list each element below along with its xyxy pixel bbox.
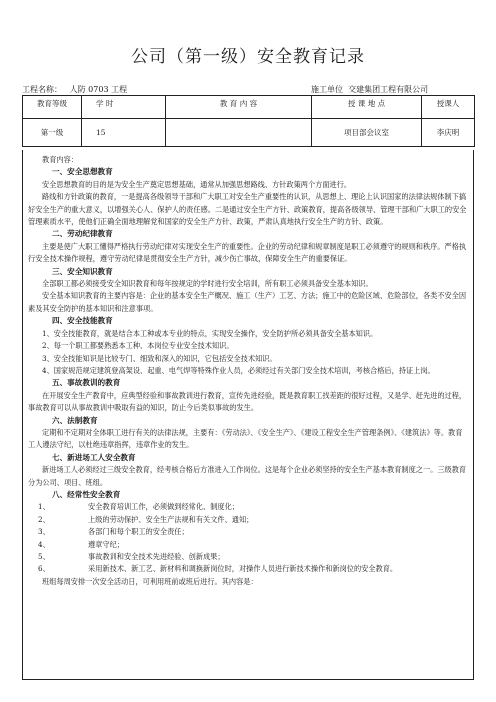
section-paragraph: 主要是使广大职工懂得严格执行劳动纪律对实现安全生产的重要性。企业的劳动纪律和规章制度是职工必须遵守的规则和秩序。严格执行安全技术操作规程，遵守劳动纪律是贯彻安全生产方针，减少伤亡事故，保障安全生产的重要保证。 (28, 241, 467, 264)
list-item-text: 各部门和每个职工的安全责任； (88, 527, 189, 537)
list-item-text: 遵章守纪； (88, 539, 124, 549)
list-item (28, 526, 468, 538)
list-item-number: 1、 (38, 502, 50, 512)
table-row (23, 119, 475, 147)
section-paragraph: 定期和不定期对全体职工进行有关的法律法规，主要有：《劳动法》、《安全生产》、《建设工程安全生产管理条例》、《建筑法》等。教育工人遵法守纪，以杜绝违章指挥，违章作业的发生。 (28, 427, 463, 450)
list-item-text: 安全教育培训工作，必须做到经常化、制度化； (88, 502, 239, 512)
list-item (28, 539, 468, 551)
section-heading: 一、安全思想教育 (52, 167, 113, 177)
document-title: 公司（第一级）安全教育记录 (131, 47, 365, 67)
list-item-number: 6、 (38, 564, 50, 574)
education-content (22, 150, 474, 680)
list-item-text: 采用新技术、新工艺、新材料和调换新岗位时，对操作人员进行新技术操作和新岗位的安全教育。 (88, 564, 398, 574)
construction-unit (311, 84, 428, 95)
content-label: 教育内容： (42, 155, 78, 164)
record-table (22, 95, 475, 147)
unit-label: 施工单位 (311, 85, 343, 94)
header-cell-level: 教育等级 (23, 96, 82, 119)
header-cell-hours: 学 时 (82, 96, 166, 119)
section-paragraph: 安全基本知识教育的主要内容是：企业的基本安全生产概况、施工（生产）工艺、方法；施工中的危险区域、危险部位，各类不安全因素及其安全防护的基本知识和注意事项。 (28, 291, 467, 313)
section-paragraph: 1、安全技能教育，就是结合本工种或本专业的特点，实现安全操作，安全防护所必须具备安全基本知识。 (42, 328, 378, 338)
list-item-number: 4、 (38, 539, 50, 549)
list-item-text: 上级的劳动保护、安全生产法规和有关文件、通知； (88, 514, 254, 524)
project-name (22, 84, 127, 95)
section-paragraph: 2、每一个职工都要熟悉本工种、本岗位专业安全技术知识。 (42, 341, 234, 351)
project-label: 工程名称： (22, 85, 62, 94)
section-paragraph: 4、国家规范规定建筑登高架设、起重、电气焊等特殊作业人员，必须经过有关部门安全技术培训，考核合格后，持证上岗。 (42, 365, 435, 375)
list-item-number: 2、 (38, 514, 50, 524)
unit-value: 交建集团工程有限公司 (348, 85, 429, 94)
section-footer: 班组每周安排一次安全活动日，可利用班前或班后进行。其内容是： (42, 576, 258, 586)
list-item (28, 501, 468, 513)
section-heading: 二、劳动纪律教育 (52, 229, 113, 239)
section-heading: 六、法制教育 (52, 415, 98, 425)
cell-location: 项目部会议室 (312, 119, 422, 147)
section-heading: 八、经常性安全教育 (52, 489, 121, 499)
list-item (28, 551, 468, 563)
section-paragraph: 路线和方针政策的教育，一是提高各级领导干部和广大职工对安全生产重要性的认识，从思想上、理论上认识国家的法律法规体制下搞好安全生产的重大意义，以增强关心人、保护人的责任感。二是通过安全生产方针、政策教育，提高各级领导、管理干部和广大职工的安全管理素质水平，使他们正确全面地理解党和国家的安全生产方针、政策，严肃认真地执行安全生产的方针、政策。 (28, 192, 467, 227)
section-paragraph: 3、安全技能知识是比较专门、细致和深入的知识，它包括安全技术知识。 (42, 353, 277, 363)
cell-level: 第一级 (23, 119, 82, 147)
section-paragraph: 在开展安全生产教育中，应典型经验和事故教训进行教育，宣传先进经验，既是教育职工找差距的很好过程，又是学、赶先进的过程，事故教育可以从事故教训中吸取有益的知识，防止今后类似事故的发生。 (28, 390, 467, 413)
section-paragraph: 新进场工人必须经过三级安全教育，经考核合格后方准进入工作岗位。这是每个企业必须坚持的安全生产基本教育制度之一。三级教育分为公司、项目、班组。 (28, 465, 467, 487)
cell-content (166, 119, 312, 147)
section-heading: 五、事故教训的教育 (52, 378, 121, 388)
cell-hours: 15 (82, 119, 166, 147)
header-cell-content: 教 育 内 容 (166, 96, 312, 119)
cell-instructor: 李庆明 (422, 119, 475, 147)
header-cell-instructor: 授课人 (422, 96, 475, 119)
list-item (28, 563, 468, 575)
header-cell-location: 授 课 地 点 (312, 96, 422, 119)
list-item-number: 5、 (38, 552, 50, 561)
list-item-text: 事故教训和安全技术先进经验、创新成果； (88, 552, 225, 561)
section-heading: 四、安全技能教育 (52, 316, 113, 326)
section-paragraph: 全部职工都必须接受安全知识教育和每年按规定的学时进行安全培训，所有职工必须具备安全基本知识。 (42, 279, 373, 289)
section-heading: 三、安全知识教育 (52, 266, 113, 276)
section-paragraph: 安全思想教育的目的是为安全生产奠定思想基础，通常从加强思想路线、方针政策两个方面进行。 (42, 179, 352, 189)
project-value: 人防 0703 工程 (69, 85, 128, 94)
list-item (28, 514, 468, 526)
table-header-row (23, 96, 475, 119)
list-item-number: 3、 (38, 527, 50, 537)
section-heading: 七、新进场工人安全教育 (52, 452, 136, 462)
